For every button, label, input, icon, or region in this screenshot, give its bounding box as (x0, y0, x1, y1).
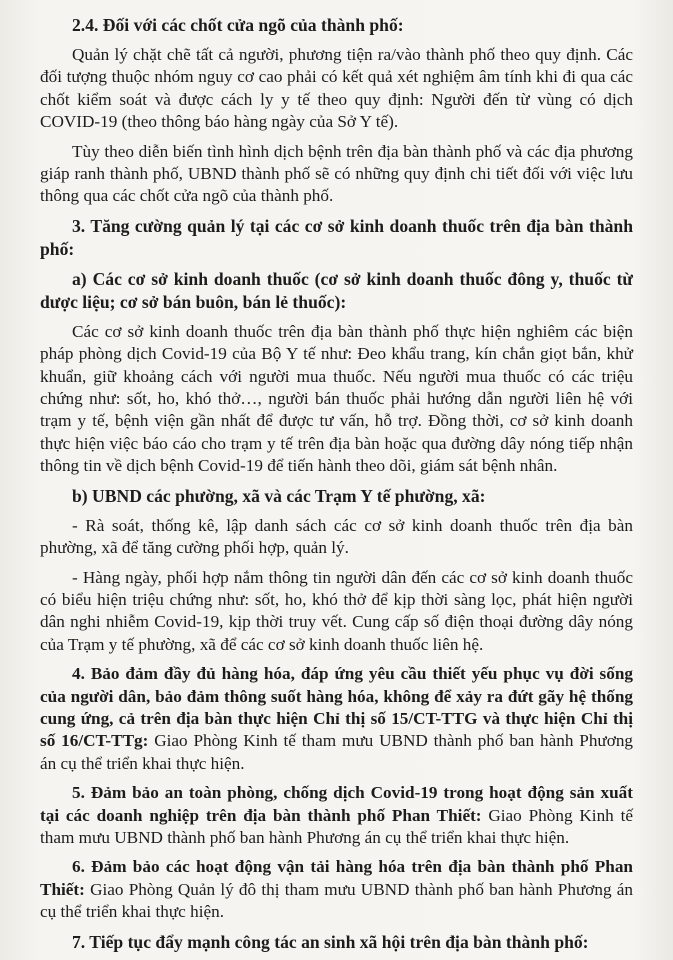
subsection-heading-3b: b) UBND các phường, xã và các Trạm Y tế phường, xã: (72, 485, 486, 506)
paragraph-section-5 (40, 782, 633, 849)
paragraph-section-6 (40, 856, 633, 923)
paragraph-section-4 (40, 663, 633, 775)
section-heading-2-4: 2.4. Đối với các chốt cửa ngõ của thành phố: (72, 15, 404, 35)
section-5-rest: Giao Phòng Kinh tế tham mưu UBND thành phố ban hành Phương án cụ thể triển khai thực hiện. (40, 805, 634, 847)
paragraph-daily-coordination: - Hàng ngày, phối hợp nắm thông tin người dân đến các cơ sở kinh doanh thuốc có biểu hiện triệu chứng như: sốt, ho, khó thở để kịp thời sàng lọc, phát hiện người dân nghi nhiễm Covid-19, kịp thời truy vết. Cung cấp số điện thoại đường dây nóng của Trạm y tế phường, xã để các cơ sở kinh doanh thuốc liên hệ. (40, 567, 633, 654)
paragraph-pharmacy-measures: Các cơ sở kinh doanh thuốc trên địa bàn thành phố thực hiện nghiêm các biện pháp phòng dịch Covid-19 của Bộ Y tế như: Đeo khẩu trang, kín chắn giọt bắn, khử khuẩn, giữ khoảng cách với người mua thuốc. Nếu người mua thuốc có các triệu chứng như: sốt, ho, khó thở…, người bán thuốc phải hướng dẫn người liên hệ với trạm y tế, bệnh viện gần nhất để được tư vấn, hỗ trợ. Đồng thời, cơ sở kinh doanh thực hiện việc báo cáo cho trạm y tế trên địa bàn hoặc qua đường dây nóng tiếp nhận thông tin về dịch bệnh Covid-19 để tiến hành theo dõi, giám sát bệnh nhân. (40, 321, 633, 476)
section-heading-7: 7. Tiếp tục đẩy mạnh công tác an sinh xã hội trên địa bàn thành phố: (72, 931, 589, 952)
paragraph-checkpoint-rules: Tùy theo diễn biến tình hình dịch bệnh trên địa bàn thành phố và các địa phương giáp ranh thành phố, UBND thành phố sẽ có những quy định chi tiết đối với việc lưu thông qua các chốt cửa ngõ của thành phố. (40, 141, 633, 206)
section-heading-3: 3. Tăng cường quản lý tại các cơ sở kinh doanh thuốc trên địa bàn thành phố: (40, 215, 633, 259)
section-6-lead: 6. Đảm bảo các hoạt động vận tải hàng hóa trên địa bàn thành phố Phan Thiết: (40, 857, 633, 899)
section-4-rest: Giao Phòng Kinh tế tham mưu UBND thành phố ban hành Phương án cụ thể triển khai thực hiện. (40, 731, 634, 773)
subsection-heading-3a: a) Các cơ sở kinh doanh thuốc (cơ sở kinh doanh thuốc đông y, thuốc từ dược liệu; cơ sở bán buôn, bán lẻ thuốc): (40, 268, 633, 312)
paragraph-checkpoint-control: Quản lý chặt chẽ tất cả người, phương tiện ra/vào thành phố theo quy định. Các đối tượng thuộc nhóm nguy cơ cao phải có kết quả xét nghiệm âm tính khi đi qua các chốt kiểm soát và được cách ly y tế theo quy định: Người đến từ vùng có dịch COVID-19 (theo thông báo hàng ngày của Sở Y tế). (40, 45, 633, 132)
section-6-rest: Giao Phòng Quản lý đô thị tham mưu UBND thành phố ban hành Phương án cụ thể triển khai thực hiện. (40, 879, 633, 922)
section-5-lead: 5. Đảm bảo an toàn phòng, chống dịch Covid-19 trong hoạt động sản xuất tại các doanh nghiệp trên địa bàn thành phố Phan Thiết: (40, 783, 633, 825)
paragraph-review-list: - Rà soát, thống kê, lập danh sách các cơ sở kinh doanh thuốc trên địa bàn phường, xã để tăng cường phối hợp, quản lý. (40, 515, 633, 558)
section-4-lead: 4. Bảo đảm đầy đủ hàng hóa, đáp ứng yêu cầu thiết yếu phục vụ đời sống của người dân, bảo đảm thông suốt hàng hóa, không để xảy ra đứt gãy hệ thống cung ứng, cả trên địa bàn thực hiện Chỉ thị số 15/CT-TTG và thực hiện Chỉ thị số 16/CT-TTg: (40, 664, 633, 751)
